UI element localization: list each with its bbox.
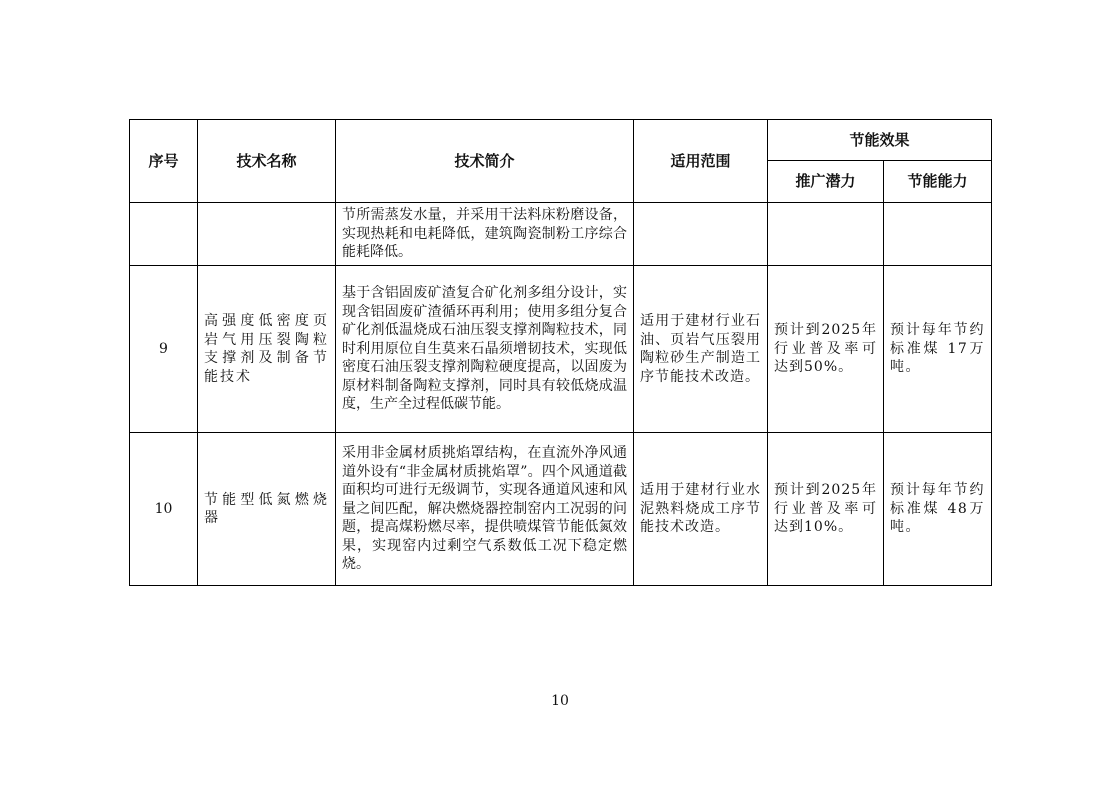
row-tech-brief-text: 基于含铝固废矿渣复合矿化剂多组分设计，实现含铝固废矿渣循环再利用；使用多组分复合矿化剂低温烧成石油压裂支撑剂陶粒技术，同时利用原位自生莫来石晶须增韧技术，实现低密度石油压裂支撑剂陶粒硬度提高，以固废为原材料制备陶粒支撑剂，同时具有较低烧成温度，生产全过程低碳节能。 bbox=[342, 285, 627, 413]
row-scope bbox=[634, 433, 768, 586]
row-capacity bbox=[884, 266, 992, 433]
table-header-row bbox=[130, 120, 992, 161]
row-potential bbox=[768, 266, 884, 433]
row-potential-text: 预计到2025年行业普及率可达到50%。 bbox=[774, 322, 877, 376]
row-tech-brief bbox=[336, 266, 634, 433]
row-capacity-text: 预计每年节约标准煤 48万吨。 bbox=[890, 482, 986, 536]
header-energy-effect: 节能效果 bbox=[768, 120, 992, 161]
row-scope-text: 适用于建材行业水泥熟料烧成工序节能技术改造。 bbox=[640, 482, 761, 536]
continuation-capacity-cell bbox=[884, 203, 992, 266]
continuation-brief-cell bbox=[336, 203, 634, 266]
row-capacity-text: 预计每年节约标准煤 17万吨。 bbox=[890, 322, 986, 376]
header-capacity: 节能能力 bbox=[884, 161, 992, 203]
continuation-name-cell bbox=[198, 203, 336, 266]
header-seq: 序号 bbox=[130, 120, 198, 203]
row-tech-brief bbox=[336, 433, 634, 586]
table-row bbox=[130, 266, 992, 433]
continuation-potential-cell bbox=[768, 203, 884, 266]
header-potential: 推广潜力 bbox=[768, 161, 884, 203]
energy-saving-technology-table bbox=[129, 119, 992, 586]
table-row bbox=[130, 433, 992, 586]
row-seq: 9 bbox=[130, 266, 198, 433]
page-number: 10 bbox=[551, 693, 569, 709]
continuation-brief-text: 节所需蒸发水量，并采用干法料床粉磨设备，实现热耗和电耗降低，建筑陶瓷制粉工序综合能耗降低。 bbox=[342, 207, 627, 261]
continuation-seq-cell bbox=[130, 203, 198, 266]
table-row-continuation bbox=[130, 203, 992, 266]
row-tech-brief-text: 采用非金属材质挑焰罩结构，在直流外净风通道外设有“非金属材质挑焰罩”。四个风通道截面积均可进行无级调节，实现各通道风速和风量之间匹配，解决燃烧器控制窑内工况弱的问题，提高煤粉燃尽率，提供喷煤管节能低氮效果，实现窑内过剩空气系数低工况下稳定燃烧。 bbox=[342, 445, 627, 573]
row-seq: 10 bbox=[130, 433, 198, 586]
row-scope-text: 适用于建材行业石油、页岩气压裂用陶粒砂生产制造工序节能技术改造。 bbox=[640, 313, 761, 385]
row-tech-name-text: 高强度低密度页岩气用压裂陶粒支撑剂及制备节能技术 bbox=[204, 313, 329, 385]
header-scope: 适用范围 bbox=[634, 120, 768, 203]
row-tech-name bbox=[198, 433, 336, 586]
row-scope bbox=[634, 266, 768, 433]
row-tech-name-text: 节能型低氮燃烧器 bbox=[204, 491, 329, 526]
header-tech-brief: 技术简介 bbox=[336, 120, 634, 203]
row-capacity bbox=[884, 433, 992, 586]
row-potential bbox=[768, 433, 884, 586]
header-tech-name: 技术名称 bbox=[198, 120, 336, 203]
continuation-scope-cell bbox=[634, 203, 768, 266]
row-tech-name bbox=[198, 266, 336, 433]
row-potential-text: 预计到2025年行业普及率可达到10%。 bbox=[774, 482, 877, 536]
